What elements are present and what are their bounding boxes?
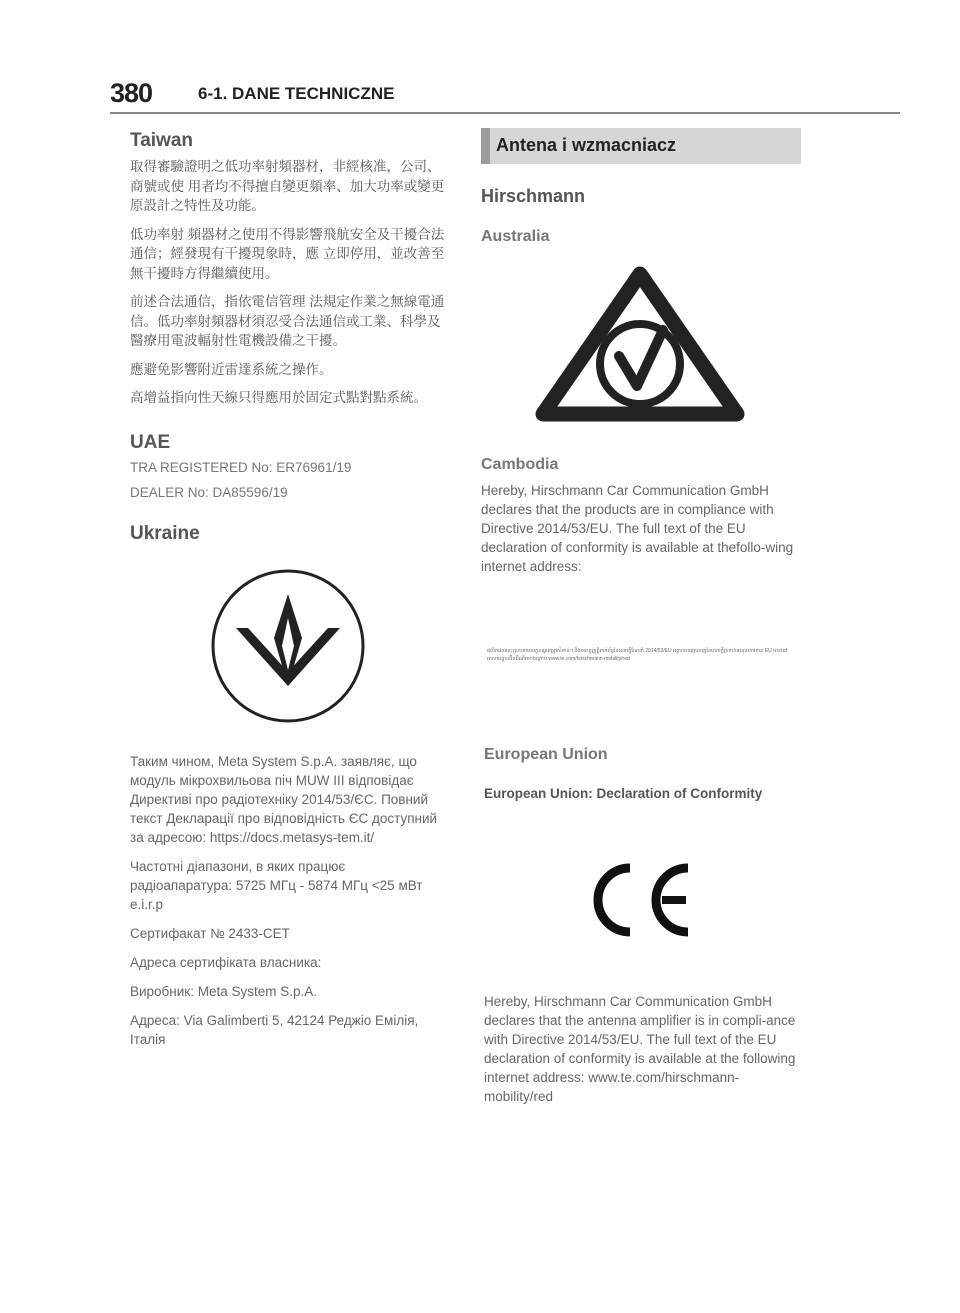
taiwan-paragraph: 高增益指向性天線只得應用於固定式點對點系統。 bbox=[130, 390, 427, 405]
rcm-mark-icon bbox=[535, 264, 745, 424]
uae-dealer: DEALER No: DA85596/19 bbox=[130, 485, 288, 500]
section-title: 6-1. DANE TECHNICZNE bbox=[198, 84, 395, 103]
ukraine-paragraph: Частотні діапазони, в яких працює радіоапаратура: 5725 МГц - 5874 МГц <25 мВт e.i.r.p bbox=[130, 859, 423, 912]
uae-registration: TRA REGISTERED No: ER76961/19 bbox=[130, 460, 352, 475]
taiwan-heading: Taiwan bbox=[130, 130, 193, 151]
section-banner bbox=[481, 128, 801, 164]
taiwan-paragraph: 取得審驗證明之低功率射頻器材，非經核准，公司、商號或使 用者均不得擅自變更頻率、加大功率或變更原設計之特性及功能。 bbox=[130, 159, 445, 213]
eu-text: Hereby, Hirschmann Car Communication GmbH declares that the antenna amplifier is in compli-ance with Directive 2014/53/EU. The full text of the EU declaration of conformity is available at the following internet address: www.te.com/hirschmann-mobility/red bbox=[484, 994, 796, 1104]
ce-mark-icon bbox=[588, 860, 698, 940]
ukraine-conformity-mark-icon bbox=[208, 566, 368, 726]
page-number: 380 bbox=[110, 78, 153, 108]
eu-subheading: European Union: Declaration of Conformity bbox=[484, 786, 763, 801]
ukraine-paragraph: Адреса сертифіката власника: bbox=[130, 955, 322, 970]
eu-heading: European Union bbox=[484, 746, 608, 763]
ukraine-paragraph: Сертифакат № 2433-CET bbox=[130, 926, 290, 941]
cambodia-heading: Cambodia bbox=[481, 456, 559, 473]
ukraine-paragraph: Таким чином, Meta System S.p.A. заявляє, що модуль мікрохвильова піч MUW III відповідає Директиві про радіотехніку 2014/53/ЄС. Повний текст Декларації про відповідність ЄС доступний за адресою: https://docs.metasys-tem.it/ bbox=[130, 754, 438, 845]
ukraine-heading: Ukraine bbox=[130, 523, 200, 544]
banner-title: Antena i wzmacniacz bbox=[496, 135, 677, 155]
taiwan-paragraph: 應避免影響附近雷達系統之操作。 bbox=[130, 361, 333, 377]
cambodia-text: Hereby, Hirschmann Car Communication GmbH declares that the products are in compliance with Directive 2014/53/EU. The full text of the EU declaration of conformity is available at thefollo-wing internet address: bbox=[481, 483, 794, 574]
australia-heading: Australia bbox=[481, 228, 550, 245]
ukraine-text bbox=[130, 752, 450, 1059]
ukraine-paragraph: Виробник: Meta System S.p.A. bbox=[130, 984, 317, 999]
taiwan-text bbox=[130, 157, 450, 417]
ukraine-paragraph: Адреса: Via Galimberti 5, 42124 Реджіо Емілія, Італія bbox=[130, 1013, 419, 1047]
taiwan-paragraph: 低功率射 頻器材之使用不得影響飛航安全及干擾合法通信；經發現有干擾現象時，應 立即停用，並改善至無干擾時方得繼續使用。 bbox=[130, 226, 445, 281]
cambodia-khmer-text: ផលិតផលនេះស្របតាមលក្ខខណ្ឌតម្រូវសំខាន់ៗ និងបទប្បញ្ញត្តិពាក់ព័ន្ធនៃសេចក្តីណែនាំ 2014/53/EU អត្ថបទពេញលេញនៃសេចក្តីប្រកាសអនុលោមភាព EU មាននៅអាសយដ្ឋានអ៊ីនធឺណិតខាងក្រោម www.te.com/hirschmann-mobility/red bbox=[487, 648, 788, 662]
uae-heading: UAE bbox=[130, 432, 171, 453]
taiwan-paragraph: 前述合法通信，指依電信管理 法規定作業之無線電通信。低功率射頻器材須忍受合法通信或工業、科學及 醫療用電波輻射性電機設備之干擾。 bbox=[130, 294, 445, 348]
brand-heading: Hirschmann bbox=[481, 186, 586, 206]
header-divider bbox=[110, 112, 900, 114]
